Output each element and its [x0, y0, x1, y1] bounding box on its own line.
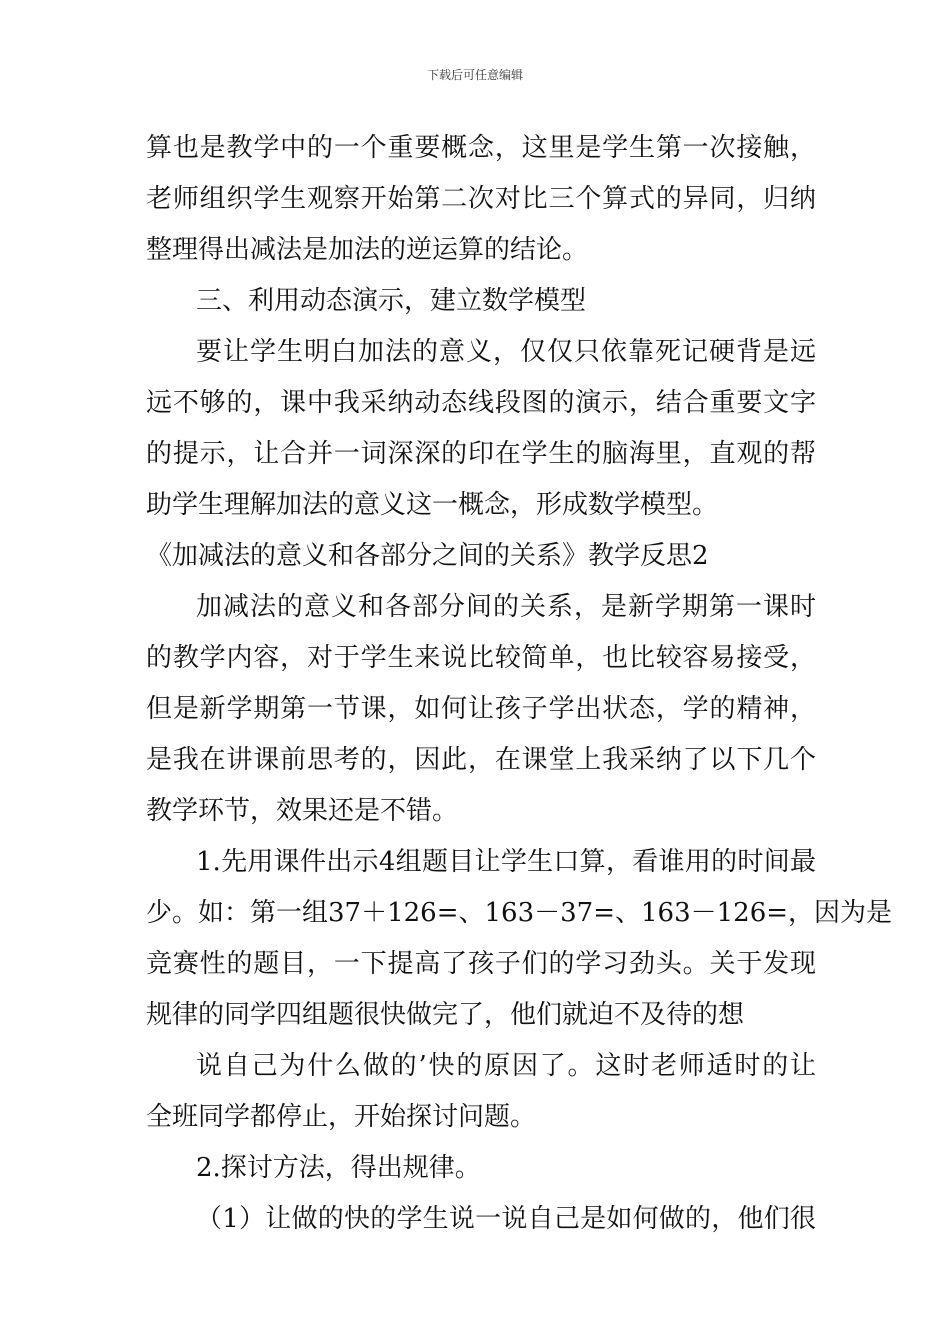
- paragraph-line: 整理得出减法是加法的逆运算的结论。: [146, 235, 589, 265]
- paragraph-line: 全班同学都停止，开始探讨问题。: [146, 1102, 537, 1132]
- article-title: 《加减法的意义和各部分之间的关系》教学反思2: [146, 541, 709, 571]
- paragraph-line: 的教学内容，对于学生来说比较简单，也比较容易接受，: [146, 643, 816, 673]
- paragraph-line: 说自己为什么做的’快的原因了。这时老师适时的让: [196, 1051, 816, 1081]
- paragraph-line: 要让学生明白加法的意义，仅仅只依靠死记硬背是远: [196, 337, 816, 367]
- paragraph-line: 助学生理解加法的意义这一概念，形成数学模型。: [146, 490, 719, 520]
- paragraph-line: 少。如：第一组37＋126=、163－37=、163－126=，因为是: [146, 898, 893, 928]
- paragraph-line: 但是新学期第一节课，如何让孩子学出状态，学的精神，: [146, 694, 816, 724]
- paragraph-line: 老师组织学生观察开始第二次对比三个算式的异同，归纳: [146, 184, 816, 214]
- paragraph-line: 的提示，让合并一词深深的印在学生的脑海里，直观的帮: [146, 439, 816, 469]
- paragraph-line: 2.探讨方法，得出规律。: [196, 1153, 481, 1183]
- paragraph-line: 1.先用课件出示4组题目让学生口算，看谁用的时间最: [196, 847, 816, 877]
- paragraph-line: 远不够的，课中我采纳动态线段图的演示，结合重要文字: [146, 388, 816, 418]
- paragraph-line: 教学环节，效果还是不错。: [146, 796, 459, 826]
- section-heading: 三、利用动态演示，建立数学模型: [196, 286, 587, 316]
- paragraph-line: 规律的同学四组题很快做完了，他们就迫不及待的想: [146, 1000, 745, 1030]
- paragraph-line: 算也是教学中的一个重要概念，这里是学生第一次接触，: [146, 133, 816, 163]
- paragraph-line: 加减法的意义和各部分间的关系，是新学期第一课时: [196, 592, 816, 622]
- paragraph-line: 是我在讲课前思考的，因此，在课堂上我采纳了以下几个: [146, 745, 816, 775]
- paragraph-line: （1）让做的快的学生说一说自己是如何做的，他们很: [196, 1204, 816, 1234]
- paragraph-line: 竞赛性的题目，一下提高了孩子们的学习劲头。关于发现: [146, 949, 816, 979]
- page-header: 下载后可任意编辑: [426, 68, 523, 82]
